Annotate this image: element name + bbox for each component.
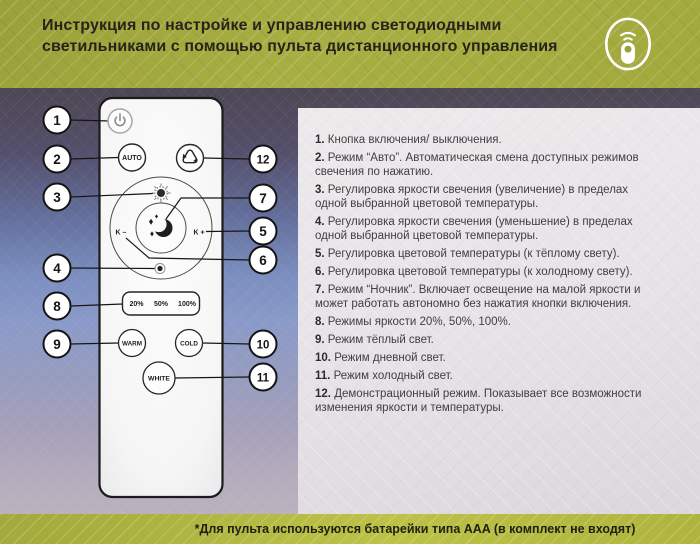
instruction-item-8 xyxy=(315,315,660,329)
instruction-item-3 xyxy=(315,183,660,211)
instruction-item-5 xyxy=(315,247,660,261)
instruction-number: 3. xyxy=(315,184,325,196)
instruction-item-4 xyxy=(315,215,660,243)
k-plus-button: K + xyxy=(193,229,205,237)
callout-12: 12 xyxy=(256,154,270,167)
instruction-text: Регулировка цветовой температуры (к холодному свету). xyxy=(327,266,633,278)
instruction-item-6 xyxy=(315,265,660,279)
remote-control-icon xyxy=(602,13,654,75)
instruction-number: 4. xyxy=(315,216,325,228)
instruction-text: Режим “Ночник”. Включает освещение на малой яркости и может работать автономно без нажатия кнопки включения. xyxy=(315,284,641,310)
auto-button xyxy=(119,144,146,171)
instruction-text: Регулировка яркости свечения (увеличение) в пределах одной выбранной цветовой температуры. xyxy=(315,184,629,210)
instruction-item-11 xyxy=(315,369,660,383)
signal-wave-icon xyxy=(624,38,632,39)
callout-7: 7 xyxy=(259,190,267,206)
remote-body-icon xyxy=(621,42,635,64)
cold-button-label: COLD xyxy=(180,340,198,348)
main-area xyxy=(0,88,700,514)
warm-button xyxy=(119,330,146,357)
instruction-number: 5. xyxy=(315,248,325,260)
instruction-text: Режим дневной свет. xyxy=(334,352,446,364)
warm-button-label: WARM xyxy=(122,340,142,348)
battery-note: *Для пульта используются батарейки типа AAA (в комплект не входят) xyxy=(194,522,636,536)
instruction-item-7 xyxy=(315,283,660,311)
cold-button xyxy=(176,330,203,357)
page-title-line2: светильниками с помощью пульта дистанционного управления xyxy=(42,38,558,55)
footer xyxy=(0,514,700,544)
callouts-right xyxy=(250,146,277,391)
instruction-text: Режим холодный свет. xyxy=(333,370,453,382)
instruction-number: 11. xyxy=(315,370,331,382)
instruction-number: 1. xyxy=(315,134,325,146)
instruction-number: 9. xyxy=(315,334,325,346)
remote-button-icon xyxy=(625,46,632,53)
brightness-presets-button xyxy=(123,292,200,315)
instruction-text: Регулировка цветовой температуры (к тёплому свету). xyxy=(327,248,620,260)
instructions-panel xyxy=(298,108,700,514)
demo-mode-button xyxy=(177,145,204,172)
callout-11: 11 xyxy=(256,372,270,385)
instruction-item-2 xyxy=(315,151,660,179)
callout-9: 9 xyxy=(53,336,61,352)
callout-10: 10 xyxy=(256,339,270,352)
white-button-label: WHITE xyxy=(148,375,170,383)
callout-5: 5 xyxy=(259,223,267,239)
instruction-item-9 xyxy=(315,333,660,347)
remote-illustration xyxy=(0,88,298,514)
power-button xyxy=(108,109,132,133)
instruction-number: 10. xyxy=(315,352,331,364)
instruction-number: 12. xyxy=(315,388,331,400)
instruction-text: Режимы яркости 20%, 50%, 100%. xyxy=(327,316,511,328)
instruction-text: Режим тёплый свет. xyxy=(327,334,434,346)
header xyxy=(0,0,700,88)
instruction-number: 2. xyxy=(315,152,325,164)
callouts-left xyxy=(44,107,71,358)
instruction-item-1 xyxy=(315,133,660,147)
instruction-number: 6. xyxy=(315,266,325,278)
callout-4: 4 xyxy=(53,260,61,276)
callout-1: 1 xyxy=(53,112,61,128)
signal-wave-icon xyxy=(621,33,635,35)
k-minus-button: K – xyxy=(115,229,127,237)
callout-2: 2 xyxy=(53,151,61,167)
callout-3: 3 xyxy=(53,189,61,205)
instruction-text: Кнопка включения/ выключения. xyxy=(327,134,502,146)
instruction-number: 8. xyxy=(315,316,325,328)
instruction-item-12 xyxy=(315,387,660,415)
page-title-line1: Инструкция по настройке и управлению светодиодными xyxy=(42,17,502,34)
white-button xyxy=(143,362,175,394)
instruction-text: Регулировка яркости свечения (уменьшение) в пределах одной выбранной цветовой температуры. xyxy=(315,216,633,242)
instruction-text: Режим “Авто”. Автоматическая смена доступных режимов свечения по нажатию. xyxy=(315,152,639,178)
instruction-text: Демонстрационный режим. Показывает все возможности изменения яркости и температуры. xyxy=(315,388,642,414)
brightness-up-icon xyxy=(152,184,171,203)
instruction-number: 7. xyxy=(315,284,325,296)
auto-button-label: AUTO xyxy=(122,155,142,162)
callout-8: 8 xyxy=(53,298,61,314)
instruction-item-10 xyxy=(315,351,660,365)
brightness-100-label: 100% xyxy=(178,301,196,308)
brightness-50-label: 50% xyxy=(153,301,169,308)
page-title xyxy=(42,15,558,57)
brightness-20-label: 20% xyxy=(129,301,144,308)
callout-6: 6 xyxy=(259,252,267,268)
